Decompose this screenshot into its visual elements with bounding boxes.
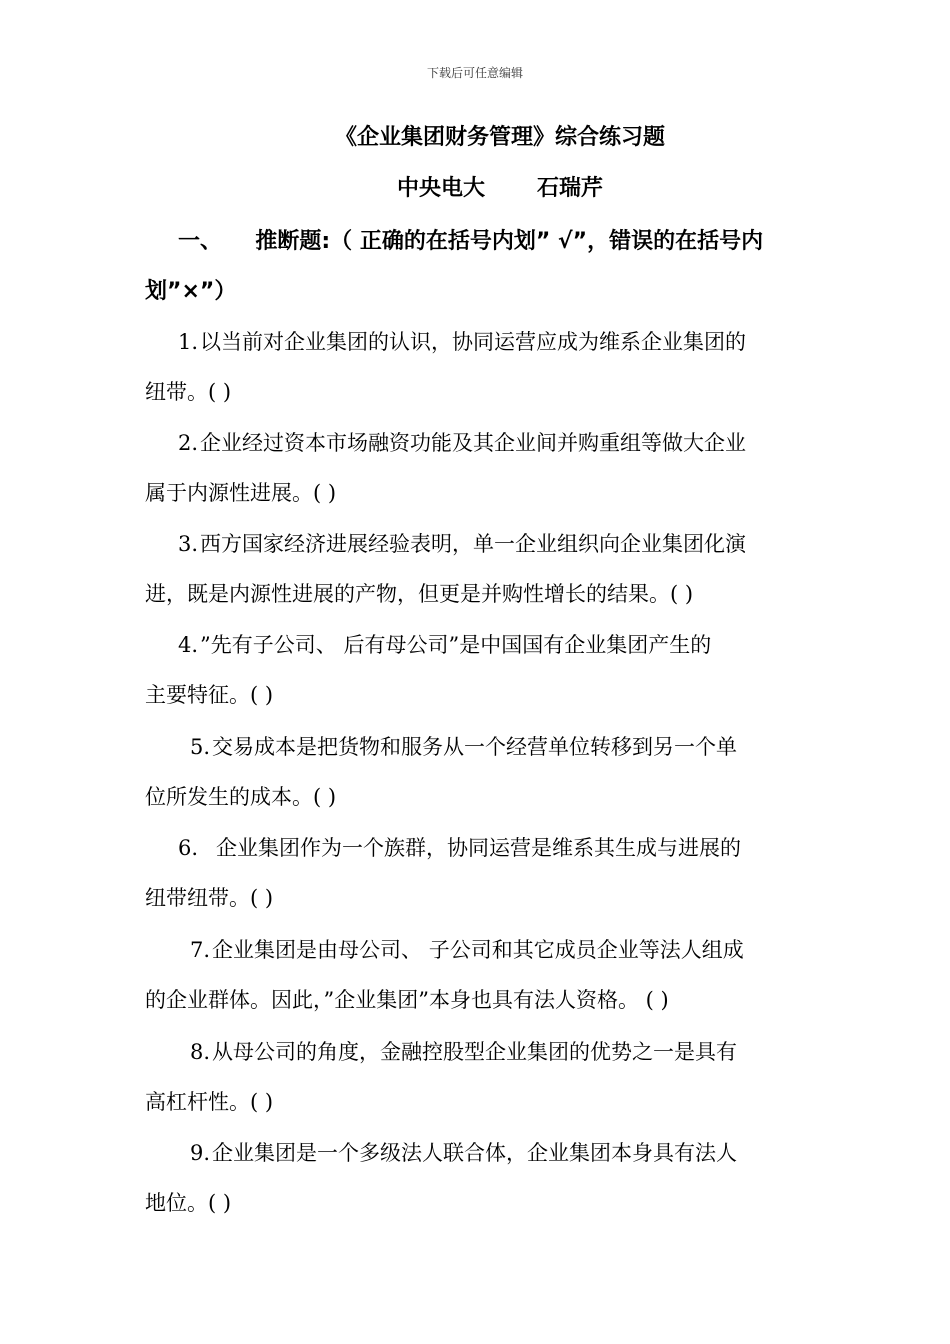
- question-line2: 主要特征。( ): [145, 683, 274, 707]
- question-line1: 以当前对企业集团的认识，协同运营应成为维系企业集团的: [200, 330, 747, 354]
- author-name: 石瑞芹: [537, 176, 604, 201]
- question-item: [145, 427, 810, 507]
- question-number: 4.: [178, 633, 199, 657]
- document-title: 《企业集团财务管理》综合练习题: [334, 125, 665, 150]
- question-item: [145, 528, 810, 608]
- question-line2: 地位。( ): [145, 1191, 232, 1215]
- question-line1: 从母公司的角度，金融控股型企业集团的优势之一是具有: [212, 1040, 738, 1064]
- question-number: 2.: [178, 431, 199, 455]
- question-number: 8.: [190, 1040, 211, 1064]
- question-item: [145, 1036, 810, 1116]
- question-number: 5.: [190, 735, 211, 759]
- question-line2: 进，既是内源性进展的产物，但更是并购性增长的结果。( ): [145, 582, 694, 606]
- question-line1: 西方国家经济进展经验表明，单一企业组织向企业集团化演: [200, 532, 747, 556]
- question-line1: 交易成本是把货物和服务从一个经营单位转移到另一个单: [212, 735, 738, 759]
- author-line: [0, 171, 950, 202]
- question-item: [145, 832, 810, 912]
- question-number: 1.: [178, 330, 199, 354]
- section-heading-line1: 推断题:（ 正确的在括号内划” √”，错误的在括号内: [255, 229, 764, 254]
- question-line1: 企业集团是由母公司、 子公司和其它成员企业等法人组成: [212, 938, 744, 962]
- question-number: 7.: [190, 938, 211, 962]
- question-line2: 属于内源性进展。( ): [145, 481, 337, 505]
- author-org: 中央电大: [396, 176, 485, 201]
- section-heading: [145, 224, 810, 304]
- question-item: [145, 934, 810, 1014]
- question-number: 3.: [178, 532, 199, 556]
- section-number: 一、: [178, 229, 223, 254]
- question-item: [145, 1137, 810, 1217]
- question-line2: 高杠杆性。( ): [145, 1090, 274, 1114]
- question-line1: 企业集团作为一个族群，协同运营是维系其生成与进展的: [216, 836, 742, 860]
- question-item: [145, 326, 810, 406]
- question-number: 6.: [178, 836, 199, 860]
- question-line1: 企业经过资本市场融资功能及其企业间并购重组等做大企业: [200, 431, 747, 455]
- question-line2: 纽带纽带。( ): [145, 886, 274, 910]
- question-item: [145, 629, 810, 709]
- question-number: 9.: [190, 1141, 211, 1165]
- page-header-note: 下载后可任意编辑: [426, 66, 523, 80]
- question-item: [145, 731, 810, 811]
- question-line2: 位所发生的成本。( ): [145, 785, 337, 809]
- question-line1: ”先有子公司、 后有母公司”是中国国有企业集团产生的: [200, 633, 712, 657]
- question-line2: 的企业群体。因此，”企业集团”本身也具有法人资格。 ( ): [145, 988, 669, 1012]
- question-line1: 企业集团是一个多级法人联合体，企业集团本身具有法人: [212, 1141, 738, 1165]
- section-heading-line2: 划”×”）: [145, 279, 237, 304]
- question-line2: 纽带。( ): [145, 380, 232, 404]
